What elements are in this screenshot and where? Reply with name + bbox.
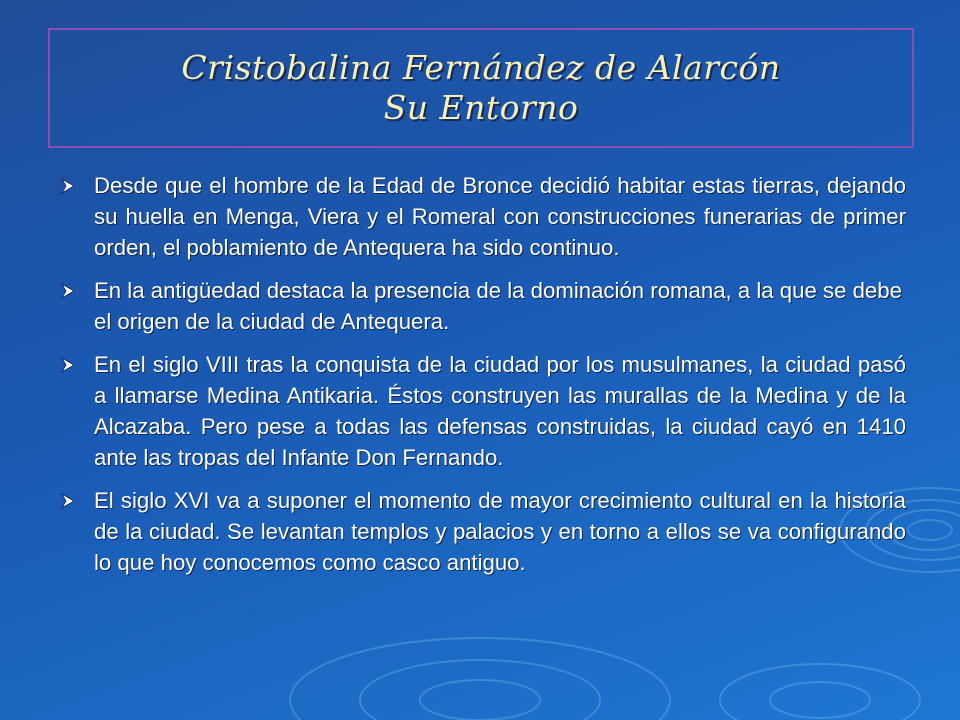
bullet-list xyxy=(60,170,906,590)
list-item xyxy=(60,349,906,473)
list-item-text: En el siglo VIII tras la conquista de la ciudad por los musulmanes, la ciudad pasó a llamarse Medina Antikaria. Éstos construyen las murallas de la Medina y de la Alcazaba. Pero pese a todas las defensas construidas, la ciudad cayó en 1410 ante las tropas del Infante Don Fernando. xyxy=(94,352,906,470)
list-item xyxy=(60,275,906,337)
arrow-bullet-icon xyxy=(60,349,94,378)
list-item-text: El siglo XVI va a suponer el momento de mayor crecimiento cultural en la historia de la ciudad. Se levantan templos y palacios y en torno a ellos se va configurando lo que hoy conocemos como casco antiguo. xyxy=(94,488,906,575)
slide-title: Cristobalina Fernández de Alarcón xyxy=(181,48,781,87)
list-item-text: Desde que el hombre de la Edad de Bronce decidió habitar estas tierras, dejando su huella en Menga, Viera y el Romeral con construcciones funerarias de primer orden, el poblamiento de Antequera ha sido continuo. xyxy=(94,173,906,260)
slide-subtitle: Su Entorno xyxy=(383,88,579,127)
arrow-bullet-icon xyxy=(60,275,94,304)
list-item-text: En la antigüedad destaca la presencia de la dominación romana, a la que se debe el origen de la ciudad de Antequera. xyxy=(94,278,902,334)
arrow-bullet-icon xyxy=(60,170,94,199)
title-box xyxy=(48,28,914,148)
list-item xyxy=(60,170,906,263)
arrow-bullet-icon xyxy=(60,485,94,514)
list-item xyxy=(60,485,906,578)
